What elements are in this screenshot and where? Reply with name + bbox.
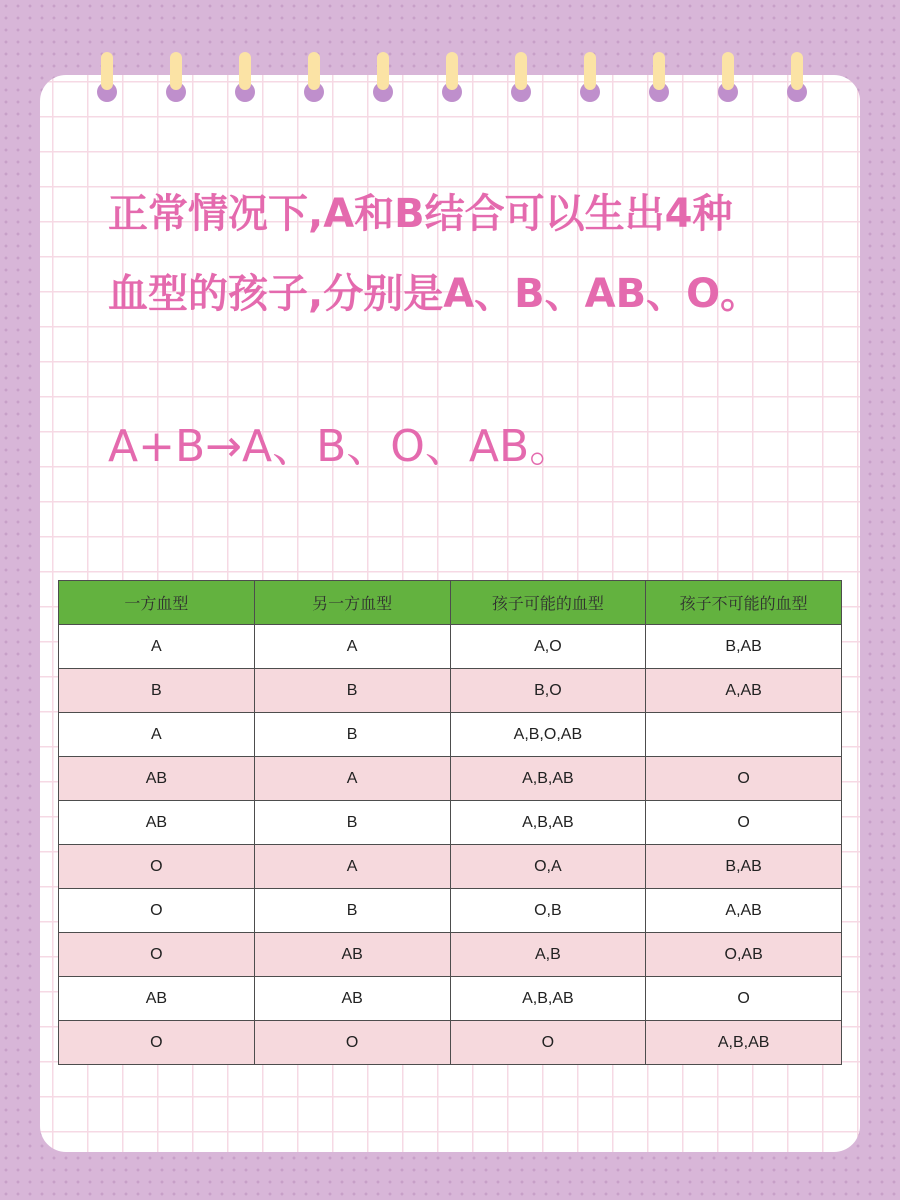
ring-post	[446, 52, 458, 90]
binder-ring	[235, 52, 255, 102]
binder-ring	[373, 52, 393, 102]
cell-parent-one: O	[59, 933, 255, 977]
binder-ring	[580, 52, 600, 102]
cell-impossible-child: O	[646, 977, 842, 1021]
cell-parent-two: AB	[254, 933, 450, 977]
cell-possible-child: O	[450, 1021, 646, 1065]
cell-impossible-child: A,AB	[646, 889, 842, 933]
ring-post	[377, 52, 389, 90]
table-row	[59, 933, 842, 977]
header-parent-one: 一方血型	[59, 581, 255, 625]
cell-parent-two: B	[254, 801, 450, 845]
table-row	[59, 1021, 842, 1065]
cell-possible-child: A,B,AB	[450, 977, 646, 1021]
ring-post	[308, 52, 320, 90]
cell-parent-two: A	[254, 845, 450, 889]
cell-parent-one: AB	[59, 757, 255, 801]
cell-parent-one: B	[59, 669, 255, 713]
cell-possible-child: A,B	[450, 933, 646, 977]
cell-parent-two: A	[254, 757, 450, 801]
ring-post	[239, 52, 251, 90]
ring-post	[653, 52, 665, 90]
ring-post	[515, 52, 527, 90]
headline-line-2: 血型的孩子,分别是A、B、AB、O。	[108, 271, 761, 317]
binder-ring	[718, 52, 738, 102]
cell-possible-child: A,B,AB	[450, 757, 646, 801]
cell-impossible-child: A,AB	[646, 669, 842, 713]
blood-type-table	[58, 580, 842, 1065]
table-row	[59, 845, 842, 889]
cell-impossible-child: A,B,AB	[646, 1021, 842, 1065]
binder-ring	[166, 52, 186, 102]
binder-ring	[442, 52, 462, 102]
cell-parent-two: B	[254, 669, 450, 713]
binder-ring	[97, 52, 117, 102]
headline-line-1: 正常情况下,A和B结合可以生出4种	[108, 191, 733, 237]
cell-parent-two: A	[254, 625, 450, 669]
binder-ring	[304, 52, 324, 102]
table-row	[59, 625, 842, 669]
cell-parent-one: A	[59, 625, 255, 669]
table-header-row	[59, 581, 842, 625]
blood-type-formula: A+B→A、B、O、AB。	[108, 421, 574, 472]
binder-ring	[649, 52, 669, 102]
cell-parent-one: AB	[59, 977, 255, 1021]
header-impossible-child: 孩子不可能的血型	[646, 581, 842, 625]
cell-possible-child: A,O	[450, 625, 646, 669]
cell-parent-one: O	[59, 1021, 255, 1065]
table-body	[59, 625, 842, 1065]
cell-impossible-child	[646, 713, 842, 757]
cell-impossible-child: B,AB	[646, 845, 842, 889]
table-row	[59, 669, 842, 713]
cell-parent-one: AB	[59, 801, 255, 845]
cell-parent-one: A	[59, 713, 255, 757]
cell-parent-two: O	[254, 1021, 450, 1065]
ring-post	[170, 52, 182, 90]
ring-post	[101, 52, 113, 90]
table-row	[59, 801, 842, 845]
binder-ring	[511, 52, 531, 102]
cell-parent-one: O	[59, 889, 255, 933]
ring-post	[791, 52, 803, 90]
cell-impossible-child: O,AB	[646, 933, 842, 977]
cell-impossible-child: O	[646, 801, 842, 845]
binder-ring	[787, 52, 807, 102]
cell-parent-two: B	[254, 713, 450, 757]
cell-possible-child: O,B	[450, 889, 646, 933]
cell-parent-two: B	[254, 889, 450, 933]
ring-post	[584, 52, 596, 90]
cell-possible-child: A,B,O,AB	[450, 713, 646, 757]
cell-possible-child: O,A	[450, 845, 646, 889]
ring-post	[722, 52, 734, 90]
cell-possible-child: B,O	[450, 669, 646, 713]
table-row	[59, 713, 842, 757]
table-row	[59, 977, 842, 1021]
cell-parent-one: O	[59, 845, 255, 889]
header-parent-two: 另一方血型	[254, 581, 450, 625]
table-row	[59, 757, 842, 801]
table-row	[59, 889, 842, 933]
header-possible-child: 孩子可能的血型	[450, 581, 646, 625]
cell-parent-two: AB	[254, 977, 450, 1021]
cell-impossible-child: B,AB	[646, 625, 842, 669]
cell-impossible-child: O	[646, 757, 842, 801]
cell-possible-child: A,B,AB	[450, 801, 646, 845]
